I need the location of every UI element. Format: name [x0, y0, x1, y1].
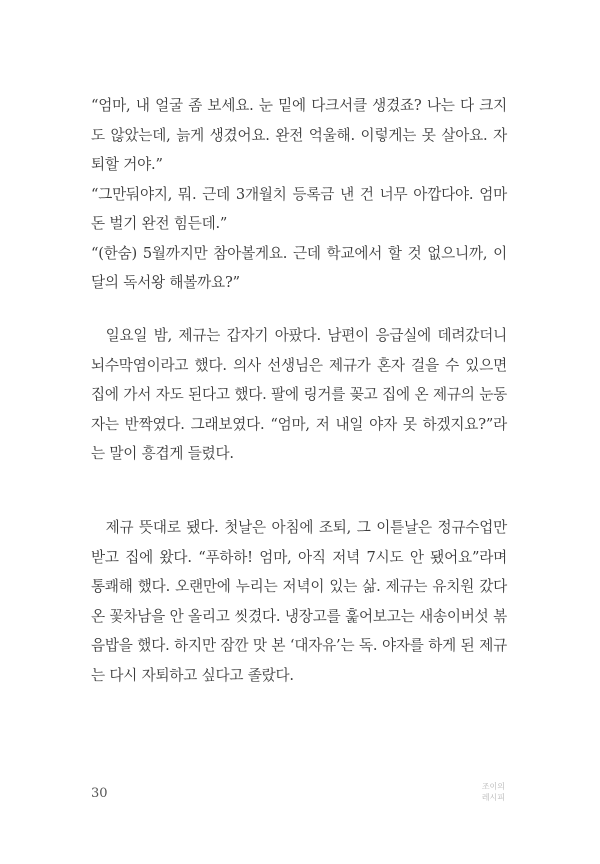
running-title-line: 레시피 — [481, 793, 505, 802]
running-title-line: 조이의 — [481, 782, 505, 791]
paragraph-block — [91, 321, 507, 469]
paragraph: 제규 뜻대로 됐다. 첫날은 아침에 조퇴, 그 이튿날은 정규수업만 받고 집에 왔다. “푸하하! 엄마, 아직 저녁 7시도 안 됐어요”라며 통쾌해 했다. 오랜만에 누리는 저녁이 있는 삶. 제규는 유치원 갔다 온 꽃차남을 안 올리고 씻겼다. 냉장고를 훑어보고는 새송이버섯 볶음밥을 했다. 하지만 잠깐 맛 본 ‘대자유’는 독. 야자를 하게 된 제규는 다시 자퇴하고 싶다고 졸랐다. — [91, 519, 507, 684]
dialogue-block — [91, 91, 507, 298]
dialogue-line: “(한숨) 5월까지만 참아볼게요. 근데 학교에서 할 것 없으니까, 이달의 독서왕 해볼까요?” — [91, 244, 507, 291]
running-title — [482, 781, 505, 803]
paragraph-block — [91, 513, 507, 690]
dialogue-line: “그만둬야지, 뭐. 근데 3개월치 등록금 낸 건 너무 아깝다야. 엄마 돈 벌기 완전 힘든데.” — [91, 185, 507, 232]
paragraph: 일요일 밤, 제규는 갑자기 아팠다. 남편이 응급실에 데려갔더니 뇌수막염이라고 했다. 의사 선생님은 제규가 혼자 걸을 수 있으면 집에 가서 자도 된다고 했다. 팔에 링거를 꽂고 집에 온 제규의 눈동자는 반짝였다. 그래보였다. “엄마, 저 내일 야자 못 하겠지요?”라는 말이 흥겹게 들렸다. — [91, 327, 507, 462]
page-number: 30 — [91, 786, 108, 801]
dialogue-line: “엄마, 내 얼굴 좀 보세요. 눈 밑에 다크서클 생겼죠? 나는 다 크지도 않았는데, 늙게 생겼어요. 완전 억울해. 이렇게는 못 살아요. 자퇴할 거야.” — [91, 97, 507, 173]
